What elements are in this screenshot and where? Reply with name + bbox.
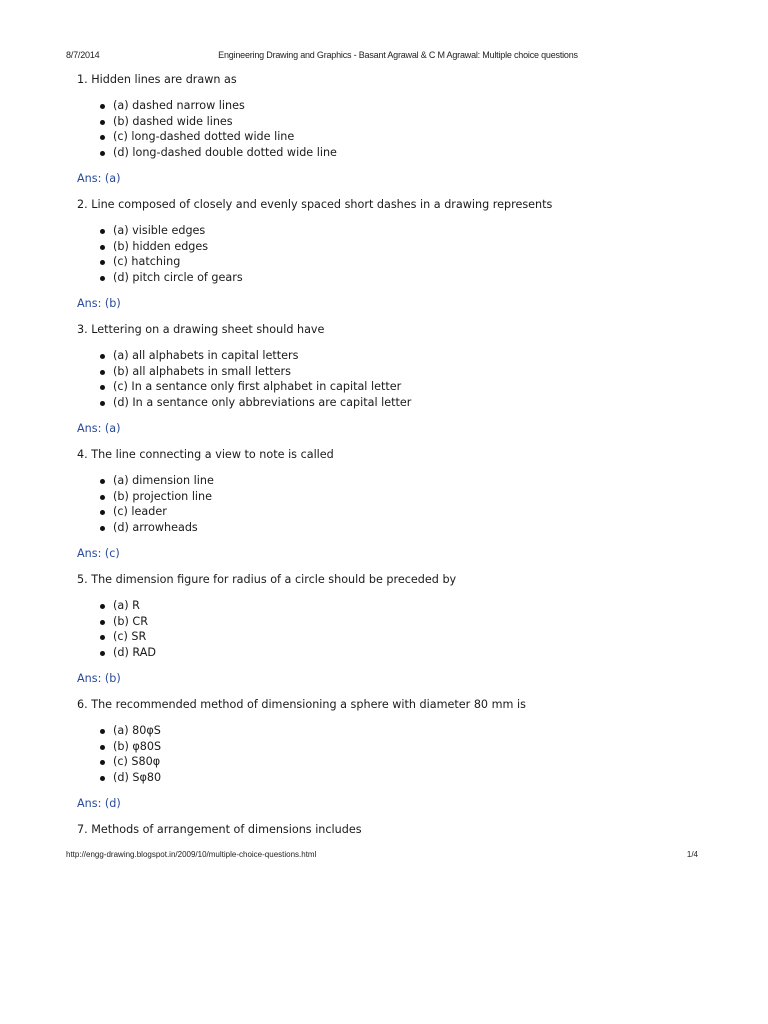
bullet-icon (100, 495, 105, 500)
option-item (77, 614, 697, 630)
print-date: 8/7/2014 (66, 50, 100, 60)
bullet-icon (100, 401, 105, 406)
option-item (77, 723, 697, 739)
option-label: (a) all alphabets in capital letters (113, 349, 299, 362)
answer-text: Ans: (c) (77, 547, 120, 560)
page-header (66, 50, 700, 64)
option-item (77, 520, 697, 536)
option-item (77, 114, 697, 130)
option-list (77, 598, 697, 660)
question-block (77, 322, 697, 436)
page-footer (66, 850, 698, 864)
source-url: http://engg-drawing.blogspot.in/2009/10/multiple-choice-questions.html (66, 850, 317, 859)
option-list (77, 223, 697, 285)
option-item (77, 629, 697, 645)
option-label: (a) dashed narrow lines (113, 99, 245, 112)
option-item (77, 770, 697, 786)
question-text: 3. Lettering on a drawing sheet should have (77, 323, 325, 336)
bullet-icon (100, 510, 105, 515)
question-block (77, 572, 697, 686)
option-label: (a) R (113, 599, 140, 612)
bullet-icon (100, 260, 105, 265)
page-title: Engineering Drawing and Graphics - Basant Agrawal & C M Agrawal: Multiple choice questions (218, 50, 578, 60)
bullet-icon (100, 776, 105, 781)
answer-text: Ans: (a) (77, 422, 121, 435)
option-label: (d) Sφ80 (113, 770, 162, 784)
bullet-icon (100, 104, 105, 109)
option-item (77, 129, 697, 145)
question-text: 1. Hidden lines are drawn as (77, 73, 237, 86)
option-label: (d) In a sentance only abbreviations are capital letter (113, 395, 412, 409)
bullet-icon (100, 604, 105, 609)
option-label: (b) projection line (113, 489, 213, 503)
option-item (77, 270, 697, 286)
option-label: (d) long-dashed double dotted wide line (113, 145, 337, 159)
option-item (77, 364, 697, 380)
option-item (77, 754, 697, 770)
bullet-icon (100, 120, 105, 125)
bullet-icon (100, 620, 105, 625)
answer-text: Ans: (b) (77, 672, 121, 685)
option-label: (c) S80φ (113, 755, 161, 768)
bullet-icon (100, 745, 105, 750)
bullet-icon (100, 635, 105, 640)
question-text: 4. The line connecting a view to note is called (77, 448, 334, 461)
option-item (77, 645, 697, 661)
option-label: (c) leader (113, 505, 167, 518)
option-label: (b) hidden edges (113, 239, 209, 253)
option-label: (d) RAD (113, 645, 156, 659)
bullet-icon (100, 229, 105, 234)
question-list (77, 72, 697, 837)
option-label: (b) φ80S (113, 739, 162, 753)
option-list (77, 98, 697, 160)
bullet-icon (100, 651, 105, 656)
option-item (77, 254, 697, 270)
bullet-icon (100, 526, 105, 531)
option-list (77, 473, 697, 535)
answer-text: Ans: (a) (77, 172, 121, 185)
option-label: (c) hatching (113, 255, 181, 268)
bullet-icon (100, 479, 105, 484)
page-number: 1/4 (686, 850, 698, 859)
option-item (77, 239, 697, 255)
question-text: 6. The recommended method of dimensioning a sphere with diameter 80 mm is (77, 698, 526, 711)
option-list (77, 723, 697, 785)
question-text: 7. Methods of arrangement of dimensions includes (77, 823, 362, 836)
question-block (77, 197, 697, 311)
option-label: (b) dashed wide lines (113, 114, 233, 128)
bullet-icon (100, 135, 105, 140)
bullet-icon (100, 276, 105, 281)
question-text: 2. Line composed of closely and evenly spaced short dashes in a drawing represents (77, 198, 553, 211)
option-item (77, 223, 697, 239)
option-item (77, 145, 697, 161)
answer-text: Ans: (b) (77, 297, 121, 310)
option-item (77, 598, 697, 614)
question-block (77, 697, 697, 811)
bullet-icon (100, 385, 105, 390)
option-label: (d) arrowheads (113, 520, 198, 534)
answer-text: Ans: (d) (77, 797, 121, 810)
option-item (77, 473, 697, 489)
bullet-icon (100, 151, 105, 156)
question-block (77, 822, 697, 837)
question-text: 5. The dimension figure for radius of a circle should be preceded by (77, 573, 457, 586)
option-label: (c) long-dashed dotted wide line (113, 130, 295, 143)
option-label: (c) In a sentance only first alphabet in capital letter (113, 380, 402, 393)
bullet-icon (100, 370, 105, 375)
option-label: (b) all alphabets in small letters (113, 364, 291, 378)
bullet-icon (100, 729, 105, 734)
option-label: (a) 80φS (113, 724, 161, 737)
option-item (77, 739, 697, 755)
bullet-icon (100, 354, 105, 359)
option-item (77, 489, 697, 505)
option-label: (a) dimension line (113, 474, 214, 487)
option-label: (c) SR (113, 630, 147, 643)
question-block (77, 447, 697, 561)
option-list (77, 348, 697, 410)
question-block (77, 72, 697, 186)
option-item (77, 395, 697, 411)
option-item (77, 348, 697, 364)
option-item (77, 98, 697, 114)
option-label: (b) CR (113, 614, 148, 628)
bullet-icon (100, 760, 105, 765)
bullet-icon (100, 245, 105, 250)
option-item (77, 504, 697, 520)
option-item (77, 379, 697, 395)
option-label: (d) pitch circle of gears (113, 270, 243, 284)
option-label: (a) visible edges (113, 224, 206, 237)
